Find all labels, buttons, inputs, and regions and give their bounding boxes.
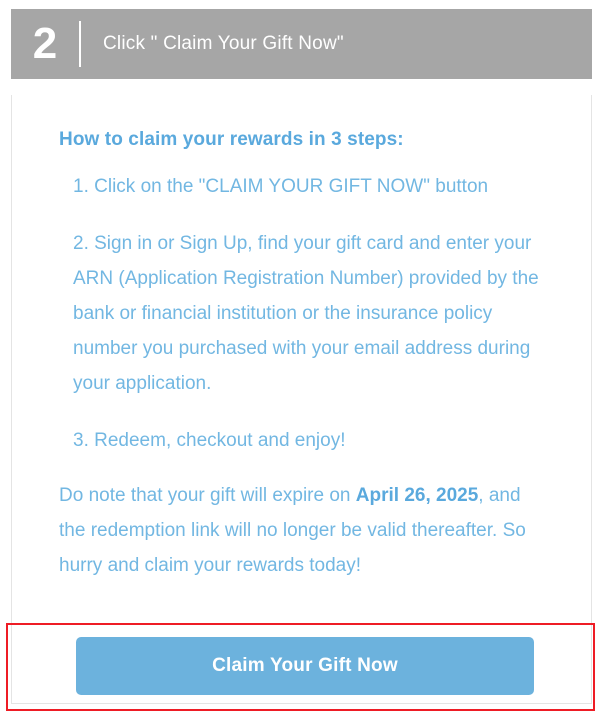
expiry-note-after: , and the redemption link will no longer be valid thereafter. So hurry and claim your rewards today! — [59, 485, 526, 576]
list-item: 1. Click on the "CLAIM YOUR GIFT NOW" button — [73, 176, 489, 197]
instructions-heading: How to claim your rewards in 3 steps: — [59, 129, 404, 150]
list-item: 3. Redeem, checkout and enjoy! — [73, 430, 346, 451]
instructions-content — [12, 95, 591, 583]
list-item: 2. Sign in or Sign Up, find your gift card and enter your ARN (Application Registration Number) provided by the bank or financial institution or the insurance policy number you purchased with your email address during your application. — [73, 233, 539, 394]
expiry-note — [59, 478, 551, 583]
instructions-card — [11, 95, 592, 704]
claim-your-gift-now-button[interactable]: Claim Your Gift Now — [76, 637, 534, 695]
expiry-note-before: Do note that your gift will expire on — [59, 485, 356, 506]
step-number: 2 — [32, 19, 58, 68]
step-title: Click " Claim Your Gift Now" — [103, 33, 344, 54]
banner-divider — [79, 21, 81, 67]
expiry-date: April 26, 2025 — [355, 485, 479, 506]
steps-list — [59, 169, 551, 458]
step-banner — [11, 9, 592, 79]
